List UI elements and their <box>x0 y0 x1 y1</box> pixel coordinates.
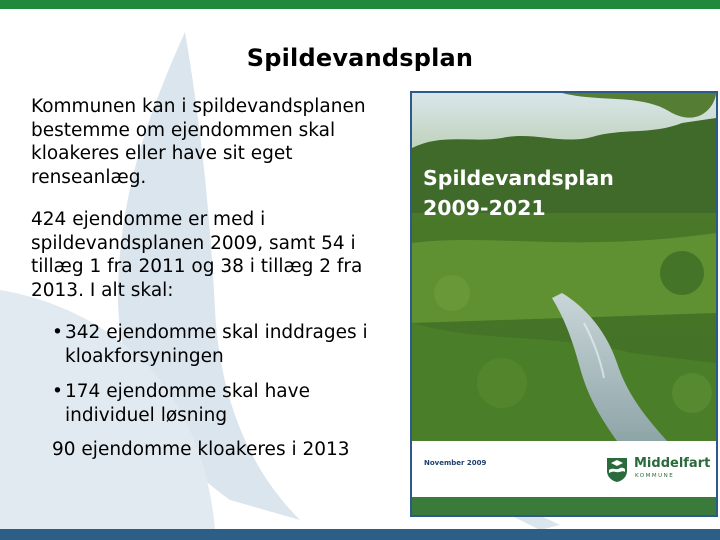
summary-line: 90 ejendomme kloakeres i 2013 <box>52 439 350 460</box>
cover-footer <box>412 441 716 497</box>
bullet-marker: • <box>52 322 63 343</box>
cover-date: November 2009 <box>424 459 487 467</box>
intro-paragraph: Kommunen kan i spildevandsplanen bestemme om ejendommen skal kloakeres eller have sit eget renseanlæg. <box>31 96 366 188</box>
report-cover-image <box>410 91 718 517</box>
bottom-accent-bar <box>0 529 720 540</box>
bullet-text: 174 ejendomme skal have individuel løsning <box>65 381 310 426</box>
slide-title: Spildevandsplan <box>246 44 474 72</box>
properties-paragraph: 424 ejendomme er med i spildevandsplanen 2009, samt 54 i tillæg 1 fra 2011 og 38 i tillæg 2 fra 2013. I alt skal: <box>31 209 363 301</box>
middelfart-emblem-icon <box>606 457 628 483</box>
bullet-item <box>52 321 412 368</box>
bullet-marker: • <box>52 381 63 402</box>
cover-title: Spildevandsplan 2009-2021 <box>423 166 614 220</box>
logo-name: Middelfart <box>634 456 711 471</box>
logo-subtitle: KOMMUNE <box>635 473 675 479</box>
bullet-item <box>52 380 412 427</box>
cover-bottom-band <box>412 497 716 515</box>
bullet-text: 342 ejendomme skal inddrages i kloakforsyningen <box>65 322 368 367</box>
